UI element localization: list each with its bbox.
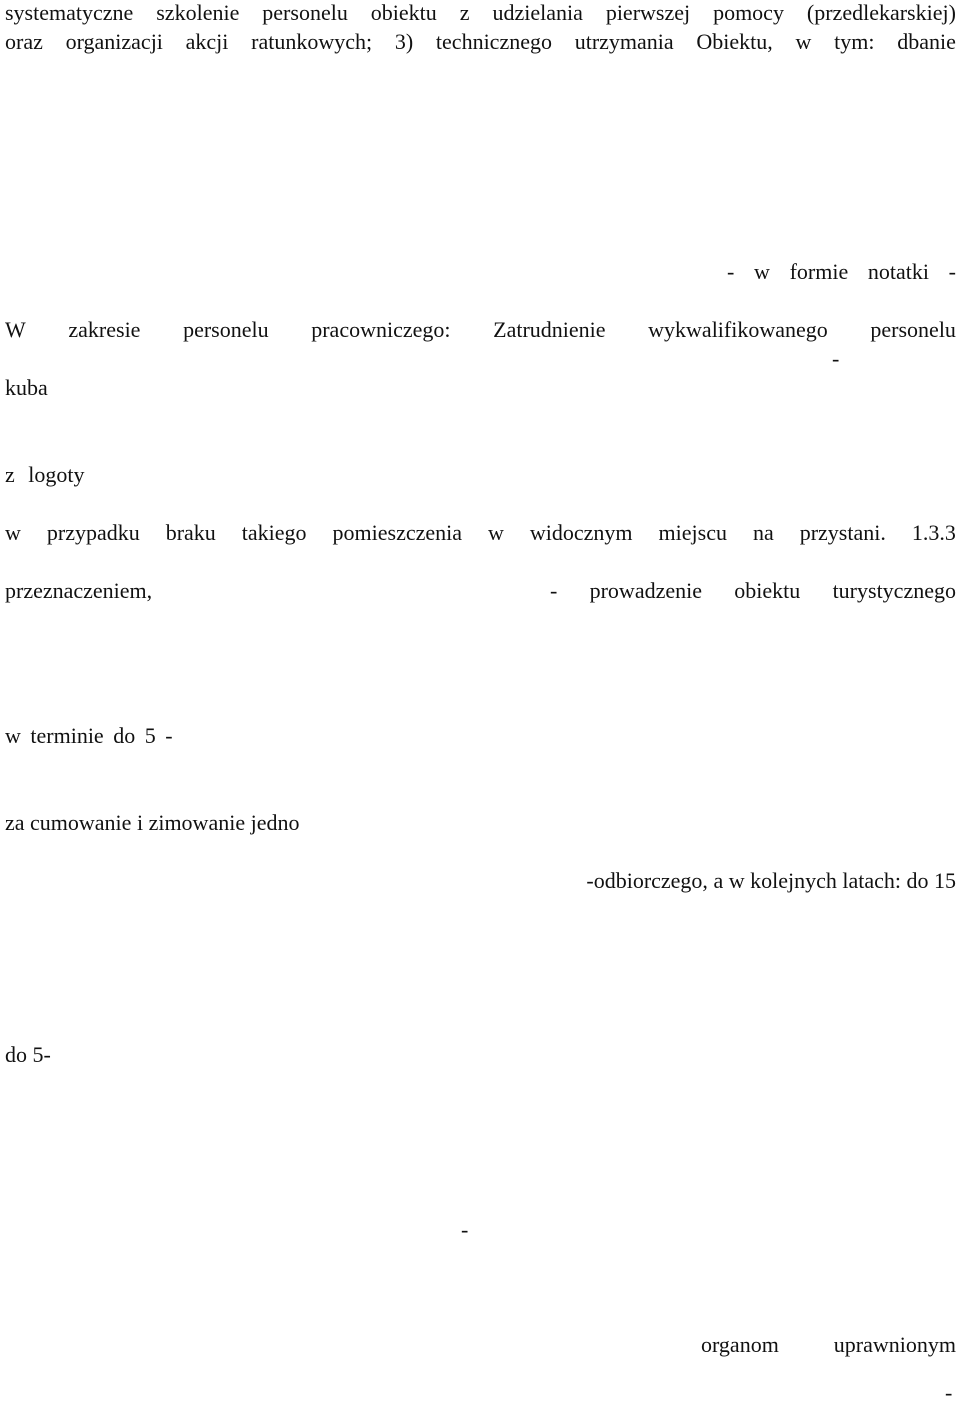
word: pracowniczego: [311, 317, 451, 342]
word: - [832, 346, 840, 371]
word: przystani. [799, 520, 886, 545]
word: na [752, 520, 774, 545]
text-line [5, 317, 956, 343]
word: (przedlekarskiej) [806, 0, 956, 25]
word: uprawnionym [833, 1332, 956, 1357]
text-line [727, 259, 956, 285]
word: 5- [32, 1042, 51, 1067]
word: kuba [5, 375, 48, 400]
word: 5 [144, 723, 156, 748]
word: notatki [867, 259, 929, 284]
word: - [727, 259, 735, 284]
text-line [5, 375, 48, 401]
word: - [165, 723, 173, 748]
word: tym: [834, 29, 875, 54]
word: udzielania [492, 0, 583, 25]
word: z [459, 0, 470, 25]
word: personelu [262, 0, 348, 25]
word: w [5, 723, 21, 748]
word: personelu [870, 317, 956, 342]
word: zimowanie [148, 810, 246, 835]
word: - [948, 259, 956, 284]
word: w [754, 259, 770, 284]
word: w [5, 520, 21, 545]
word: formie [789, 259, 849, 284]
word: systematyczne [5, 0, 134, 25]
text-line [5, 462, 85, 488]
word: zakresie [68, 317, 141, 342]
word: oraz [5, 29, 43, 54]
word: do [5, 1042, 27, 1067]
word: dbanie [897, 29, 956, 54]
word: pomieszczenia [332, 520, 463, 545]
word: W [5, 317, 26, 342]
word: Obiektu, [696, 29, 773, 54]
word: technicznego [435, 29, 552, 54]
word: a [713, 868, 724, 893]
word: akcji [185, 29, 229, 54]
word: w [488, 520, 504, 545]
text-line [5, 520, 956, 546]
word: cumowanie [30, 810, 132, 835]
word: z [5, 462, 15, 487]
text-line [701, 1332, 956, 1358]
word: prowadzenie [589, 578, 702, 603]
word: przypadku [46, 520, 140, 545]
word: widocznym [529, 520, 633, 545]
word: w [795, 29, 812, 54]
word: za [5, 810, 25, 835]
word: miejscu [658, 520, 727, 545]
word: braku [165, 520, 216, 545]
word: 3) [394, 29, 414, 54]
word: jedno [250, 810, 300, 835]
word: ratunkowych; [251, 29, 373, 54]
word: pierwszej [605, 0, 691, 25]
word: latach: [842, 868, 901, 893]
word: do [906, 868, 929, 893]
text-line [5, 810, 299, 836]
word: - [945, 1380, 953, 1405]
word: wykwalifikowanego [648, 317, 828, 342]
word: obiektu [734, 578, 801, 603]
word: szkolenie [156, 0, 240, 25]
text-line [5, 723, 173, 749]
word: turystycznego [832, 578, 956, 603]
text-line [550, 578, 956, 604]
text-line [5, 0, 956, 26]
text-line [945, 1380, 952, 1406]
text-line [5, 578, 152, 604]
text-line [461, 1217, 468, 1243]
word: organom [701, 1332, 779, 1357]
word: Zatrudnienie [493, 317, 606, 342]
text-line [5, 29, 956, 55]
word: do [113, 723, 136, 748]
word: obiektu [370, 0, 437, 25]
word: 1.3.3 [911, 520, 956, 545]
word: personelu [183, 317, 269, 342]
text-line [5, 1042, 51, 1068]
word: - [461, 1217, 469, 1242]
word: pomocy [713, 0, 784, 25]
word: przeznaczeniem, [5, 578, 153, 603]
word: kolejnych [750, 868, 837, 893]
text-line [832, 346, 839, 372]
word: 15 [934, 868, 956, 893]
word: logoty [28, 462, 85, 487]
text-line [586, 868, 956, 894]
word: -odbiorczego, [586, 868, 708, 893]
word: takiego [241, 520, 307, 545]
word: utrzymania [574, 29, 674, 54]
word: terminie [30, 723, 104, 748]
word: w [728, 868, 745, 893]
word: organizacji [65, 29, 163, 54]
word: - [550, 578, 558, 603]
word: i [136, 810, 144, 835]
